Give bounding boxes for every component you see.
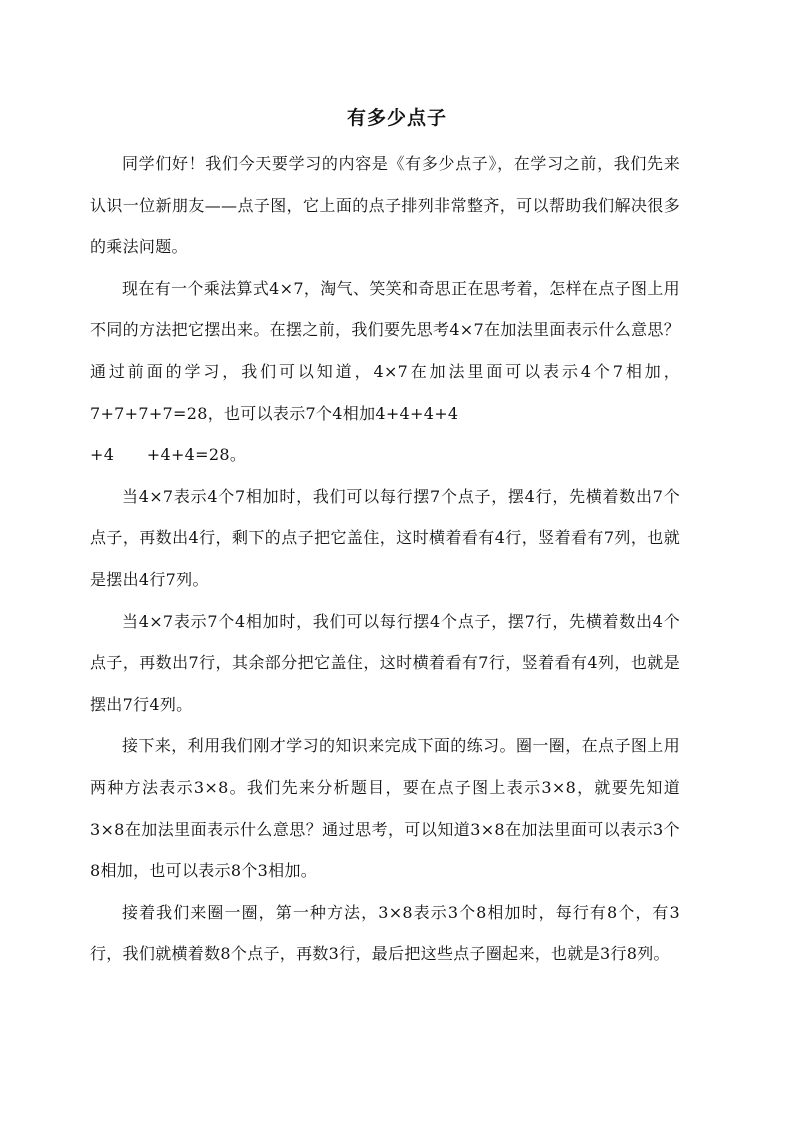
paragraph-3x8-method-one: 接着我们来圈一圈，第一种方法，3×8表示3个8相加时，每行有8个，有3行，我们就横着数8个点子，再数3行，最后把这些点子圈起来，也就是3行8列。 <box>90 902 680 964</box>
document-body <box>90 143 680 975</box>
document-title: 有多少点子 <box>346 107 447 129</box>
paragraph-4x7-question: 现在有一个乘法算式4×7，淘气、笑笑和奇思正在思考着，怎样在点子图上用不同的方法把它摆出来。在摆之前，我们要先思考4×7在加法里面表示什么意思？通过前面的学习，我们可以知道，4×7在加法里面可以表示4个7相加，7+7+7+7=28，也可以表示7个4相加4+4+4+4 <box>90 278 680 423</box>
paragraph-4-rows-7-cols: 当4×7表示4个7相加时，我们可以每行摆7个点子，摆4行，先横着数出7个点子，再数出4行，剩下的点子把它盖住，这时横着看有4行，竖着看有7列，也就是摆出4行7列。 <box>90 486 680 589</box>
paragraph-intro: 同学们好！我们今天要学习的内容是《有多少点子》，在学习之前，我们先来认识一位新朋友——点子图，它上面的点子排列非常整齐，可以帮助我们解决很多的乘法问题。 <box>90 154 680 257</box>
paragraph-4x7-sum-continued: +4 +4+4=28。 <box>90 445 247 465</box>
paragraph-7-rows-4-cols: 当4×7表示7个4相加时，我们可以每行摆4个点子，摆7行，先横着数出4个点子，再数出7行，其余部分把它盖住，这时横着看有7行，竖着看有4列，也就是摆出7行4列。 <box>90 611 680 714</box>
paragraph-3x8-exercise: 接下来，利用我们刚才学习的知识来完成下面的练习。圈一圈，在点子图上用两种方法表示3×8。我们先来分析题目，要在点子图上表示3×8，就要先知道3×8在加法里面表示什么意思？通过思考，可以知道3×8在加法里面可以表示3个8相加，也可以表示8个3相加。 <box>90 736 680 881</box>
